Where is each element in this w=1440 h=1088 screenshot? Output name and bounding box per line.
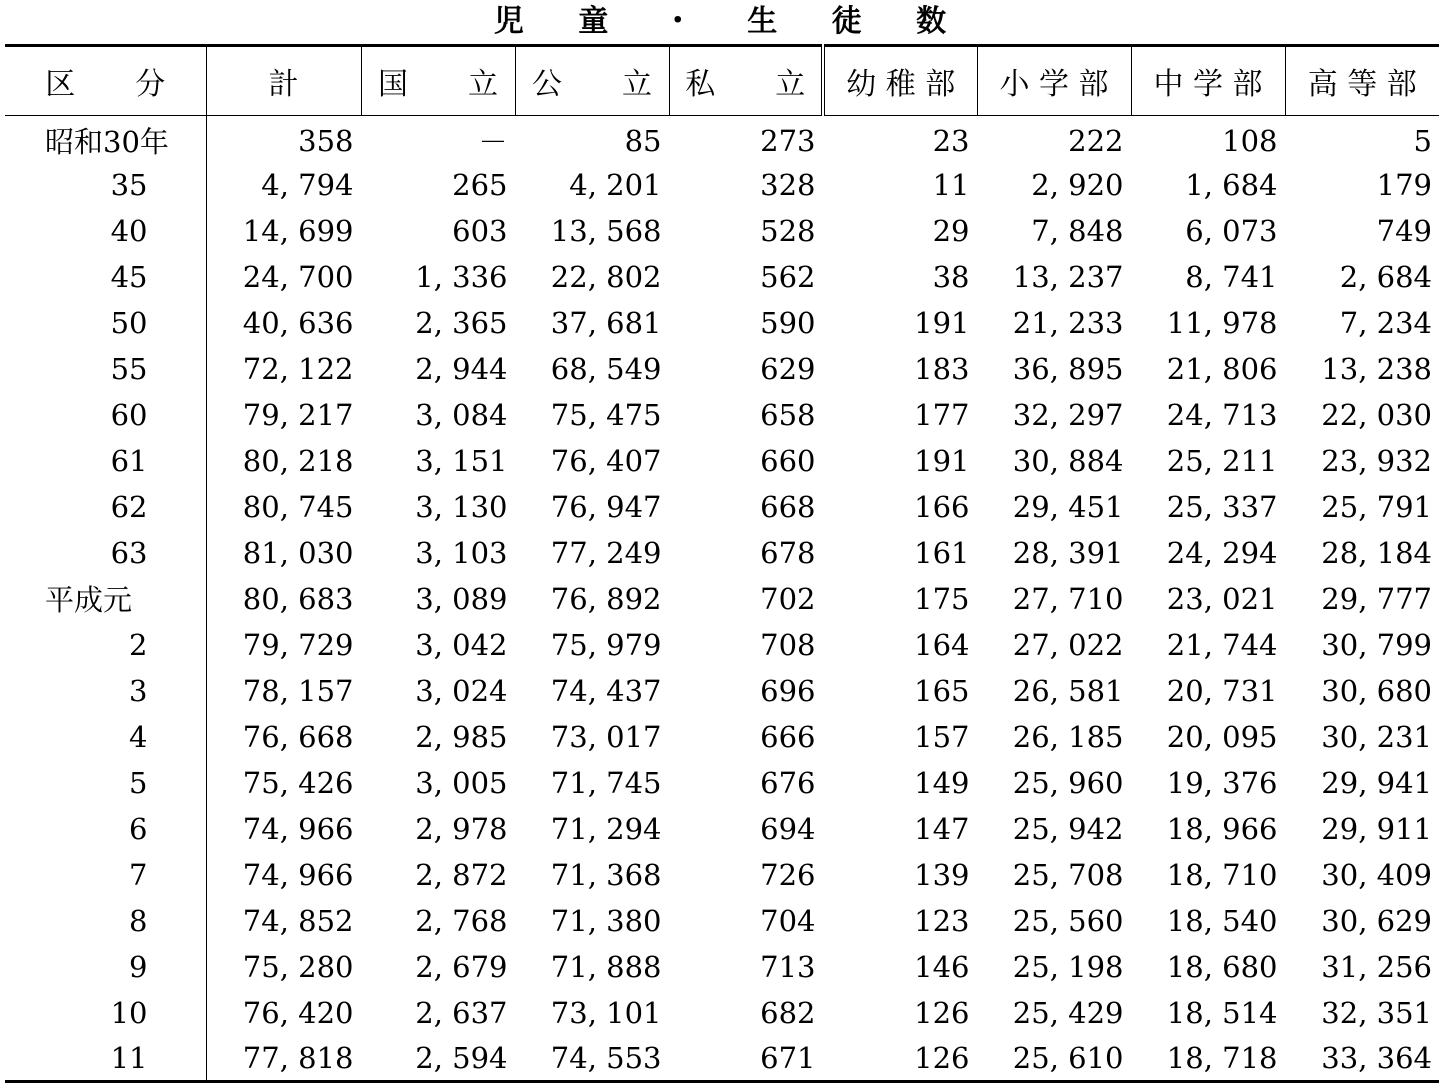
cell-high-school: 13, 238 — [1321, 351, 1432, 386]
cell-private: 671 — [669, 1036, 823, 1082]
cell-high-school: 33, 364 — [1285, 1036, 1439, 1082]
cell-elementary: 25, 708 — [1012, 857, 1124, 892]
cell-national: － — [478, 125, 508, 160]
cell-junior-high: 21, 744 — [1166, 627, 1278, 662]
cell-public: 73, 017 — [550, 719, 662, 754]
cell-total: 4, 794 — [261, 167, 354, 202]
cell-public: 71, 888 — [550, 949, 662, 984]
row-label: 平成元 — [5, 576, 206, 622]
cell-elementary: 27, 710 — [1012, 581, 1124, 616]
row-label: 45 — [5, 254, 206, 300]
cell-private: 590 — [760, 305, 816, 340]
cell-kindergarten: 126 — [823, 1036, 977, 1082]
table-row — [5, 1036, 1439, 1082]
cell-private: 328 — [760, 167, 816, 202]
cell-public: 85 — [624, 123, 662, 158]
cell-kindergarten: 191 — [914, 443, 970, 478]
cell-national: 3, 005 — [415, 765, 508, 800]
table-row — [5, 714, 1439, 760]
cell-total: 358 — [298, 123, 354, 158]
cell-kindergarten: 183 — [914, 351, 970, 386]
cell-kindergarten: 165 — [914, 673, 970, 708]
table-row — [5, 898, 1439, 944]
cell-national: 2, 985 — [415, 719, 508, 754]
cell-kindergarten: 29 — [932, 213, 970, 248]
cell-public: 75, 475 — [550, 397, 662, 432]
cell-total: 78, 157 — [242, 673, 354, 708]
header-junior-high: 中 学 部 — [1131, 46, 1285, 116]
cell-high-school: 179 — [1376, 167, 1432, 202]
cell-national: 3, 130 — [415, 489, 508, 524]
row-label: 3 — [5, 668, 206, 714]
cell-private: 708 — [760, 627, 816, 662]
row-label: 4 — [5, 714, 206, 760]
cell-national: 2, 594 — [361, 1036, 515, 1082]
row-label: 62 — [5, 484, 206, 530]
cell-junior-high: 21, 806 — [1166, 351, 1278, 386]
row-label: 5 — [5, 760, 206, 806]
cell-elementary: 32, 297 — [1012, 397, 1124, 432]
cell-junior-high: 18, 514 — [1166, 995, 1278, 1030]
cell-elementary: 26, 185 — [1012, 719, 1124, 754]
header-kindergarten: 幼 稚 部 — [823, 46, 977, 116]
table-row — [5, 852, 1439, 898]
cell-private: 694 — [760, 811, 816, 846]
table-row — [5, 530, 1439, 576]
cell-high-school: 28, 184 — [1321, 535, 1432, 570]
table-row — [5, 254, 1439, 300]
cell-high-school: 30, 799 — [1321, 627, 1432, 662]
cell-junior-high: 24, 713 — [1166, 397, 1278, 432]
cell-national: 1, 336 — [415, 259, 508, 294]
cell-total: 74, 966 — [242, 811, 354, 846]
cell-public: 76, 407 — [550, 443, 662, 478]
cell-elementary: 26, 581 — [1012, 673, 1124, 708]
cell-junior-high: 11, 978 — [1166, 305, 1278, 340]
cell-public: 71, 368 — [550, 857, 662, 892]
row-label: 50 — [5, 300, 206, 346]
cell-public: 74, 553 — [515, 1036, 669, 1082]
cell-national: 3, 024 — [415, 673, 508, 708]
cell-elementary: 25, 942 — [1012, 811, 1124, 846]
cell-elementary: 25, 429 — [1012, 995, 1124, 1030]
cell-kindergarten: 38 — [932, 259, 970, 294]
table-row — [5, 944, 1439, 990]
cell-high-school: 29, 941 — [1321, 765, 1432, 800]
row-label: 60 — [5, 392, 206, 438]
cell-junior-high: 18, 718 — [1131, 1036, 1285, 1082]
row-label: 6 — [5, 806, 206, 852]
cell-total: 74, 966 — [242, 857, 354, 892]
cell-private: 682 — [760, 995, 816, 1030]
row-label: 8 — [5, 898, 206, 944]
cell-private: 528 — [760, 213, 816, 248]
cell-kindergarten: 149 — [914, 765, 970, 800]
header-public: 公 立 — [515, 46, 669, 116]
cell-total: 76, 420 — [242, 995, 354, 1030]
cell-junior-high: 108 — [1222, 123, 1278, 158]
cell-private: 562 — [760, 259, 816, 294]
table-row — [5, 990, 1439, 1036]
cell-private: 668 — [760, 489, 816, 524]
row-label: 9 — [5, 944, 206, 990]
cell-high-school: 749 — [1376, 213, 1432, 248]
cell-private: 702 — [760, 581, 816, 616]
cell-kindergarten: 23 — [932, 123, 970, 158]
row-label: 昭和30年 — [5, 116, 206, 162]
cell-public: 77, 249 — [550, 535, 662, 570]
cell-junior-high: 18, 710 — [1166, 857, 1278, 892]
cell-national: 3, 151 — [415, 443, 508, 478]
table-title: 児 童 ・ 生 徒 数 — [493, 4, 969, 39]
cell-national: 2, 944 — [415, 351, 508, 386]
cell-kindergarten: 123 — [914, 903, 970, 938]
row-label: 61 — [5, 438, 206, 484]
table-body — [5, 116, 1439, 1082]
cell-private: 696 — [760, 673, 816, 708]
cell-private: 676 — [760, 765, 816, 800]
cell-private: 666 — [760, 719, 816, 754]
cell-kindergarten: 164 — [914, 627, 970, 662]
cell-junior-high: 25, 337 — [1166, 489, 1278, 524]
cell-high-school: 30, 231 — [1321, 719, 1432, 754]
header-private: 私 立 — [669, 46, 823, 116]
table-row — [5, 162, 1439, 208]
cell-total: 77, 818 — [206, 1036, 361, 1082]
header-elementary: 小 学 部 — [977, 46, 1131, 116]
cell-national: 2, 679 — [415, 949, 508, 984]
cell-junior-high: 20, 095 — [1166, 719, 1278, 754]
cell-public: 22, 802 — [550, 259, 662, 294]
cell-kindergarten: 146 — [914, 949, 970, 984]
cell-junior-high: 24, 294 — [1166, 535, 1278, 570]
cell-total: 80, 218 — [242, 443, 354, 478]
cell-high-school: 7, 234 — [1339, 305, 1432, 340]
cell-elementary: 25, 198 — [1012, 949, 1124, 984]
cell-elementary: 25, 560 — [1012, 903, 1124, 938]
cell-kindergarten: 191 — [914, 305, 970, 340]
cell-junior-high: 8, 741 — [1185, 259, 1278, 294]
cell-public: 71, 380 — [550, 903, 662, 938]
student-count-table — [5, 44, 1439, 1083]
cell-junior-high: 20, 731 — [1166, 673, 1278, 708]
table-row — [5, 438, 1439, 484]
cell-total: 79, 729 — [242, 627, 354, 662]
cell-total: 74, 852 — [242, 903, 354, 938]
cell-high-school: 5 — [1413, 123, 1432, 158]
cell-high-school: 30, 409 — [1321, 857, 1432, 892]
cell-junior-high: 18, 540 — [1166, 903, 1278, 938]
cell-high-school: 32, 351 — [1321, 995, 1432, 1030]
cell-total: 40, 636 — [242, 305, 354, 340]
cell-high-school: 31, 256 — [1321, 949, 1432, 984]
table-row — [5, 116, 1439, 162]
cell-national: 2, 872 — [415, 857, 508, 892]
cell-elementary: 36, 895 — [1012, 351, 1124, 386]
cell-public: 4, 201 — [569, 167, 662, 202]
table-row — [5, 806, 1439, 852]
cell-total: 79, 217 — [242, 397, 354, 432]
cell-national: 3, 042 — [415, 627, 508, 662]
cell-high-school: 2, 684 — [1339, 259, 1432, 294]
cell-junior-high: 19, 376 — [1166, 765, 1278, 800]
cell-total: 81, 030 — [242, 535, 354, 570]
row-label: 7 — [5, 852, 206, 898]
row-label: 35 — [5, 162, 206, 208]
table-row — [5, 208, 1439, 254]
cell-elementary: 7, 848 — [1031, 213, 1124, 248]
cell-junior-high: 25, 211 — [1166, 443, 1278, 478]
cell-high-school: 29, 777 — [1321, 581, 1432, 616]
cell-public: 71, 294 — [550, 811, 662, 846]
cell-national: 2, 365 — [415, 305, 508, 340]
cell-high-school: 30, 629 — [1321, 903, 1432, 938]
cell-high-school: 25, 791 — [1321, 489, 1432, 524]
header-national: 国 立 — [361, 46, 515, 116]
cell-private: 726 — [760, 857, 816, 892]
cell-high-school: 22, 030 — [1321, 397, 1432, 432]
cell-national: 2, 637 — [415, 995, 508, 1030]
row-label: 10 — [5, 990, 206, 1036]
cell-private: 658 — [760, 397, 816, 432]
cell-elementary: 25, 960 — [1012, 765, 1124, 800]
table-row — [5, 668, 1439, 714]
cell-elementary: 21, 233 — [1012, 305, 1124, 340]
table-row — [5, 576, 1439, 622]
cell-public: 73, 101 — [550, 995, 662, 1030]
cell-national: 3, 084 — [415, 397, 508, 432]
cell-elementary: 222 — [1068, 123, 1124, 158]
cell-private: 660 — [760, 443, 816, 478]
cell-junior-high: 18, 680 — [1166, 949, 1278, 984]
cell-national: 265 — [452, 167, 508, 202]
row-label: 2 — [5, 622, 206, 668]
cell-total: 80, 745 — [242, 489, 354, 524]
cell-elementary: 28, 391 — [1012, 535, 1124, 570]
cell-total: 75, 426 — [242, 765, 354, 800]
header-row — [5, 46, 1439, 116]
cell-private: 273 — [760, 123, 816, 158]
cell-kindergarten: 177 — [914, 397, 970, 432]
table-row — [5, 392, 1439, 438]
cell-public: 74, 437 — [550, 673, 662, 708]
row-label: 63 — [5, 530, 206, 576]
cell-kindergarten: 161 — [914, 535, 970, 570]
cell-public: 76, 892 — [550, 581, 662, 616]
cell-elementary: 25, 610 — [977, 1036, 1131, 1082]
cell-total: 72, 122 — [242, 351, 354, 386]
cell-elementary: 29, 451 — [1012, 489, 1124, 524]
cell-kindergarten: 166 — [914, 489, 970, 524]
cell-elementary: 30, 884 — [1012, 443, 1124, 478]
cell-elementary: 13, 237 — [1012, 259, 1124, 294]
cell-high-school: 30, 680 — [1321, 673, 1432, 708]
cell-high-school: 23, 932 — [1321, 443, 1432, 478]
cell-total: 24, 700 — [242, 259, 354, 294]
cell-kindergarten: 157 — [914, 719, 970, 754]
cell-private: 713 — [760, 949, 816, 984]
cell-private: 704 — [760, 903, 816, 938]
cell-public: 37, 681 — [550, 305, 662, 340]
cell-elementary: 27, 022 — [1012, 627, 1124, 662]
cell-total: 80, 683 — [242, 581, 354, 616]
table-row — [5, 346, 1439, 392]
cell-junior-high: 23, 021 — [1166, 581, 1278, 616]
table-row — [5, 622, 1439, 668]
header-total: 計 — [206, 46, 361, 116]
cell-junior-high: 18, 966 — [1166, 811, 1278, 846]
cell-public: 71, 745 — [550, 765, 662, 800]
cell-kindergarten: 126 — [914, 995, 970, 1030]
cell-national: 603 — [452, 213, 508, 248]
cell-public: 68, 549 — [550, 351, 662, 386]
cell-private: 678 — [760, 535, 816, 570]
header-high-school: 高 等 部 — [1285, 46, 1439, 116]
cell-total: 14, 699 — [242, 213, 354, 248]
cell-junior-high: 6, 073 — [1185, 213, 1278, 248]
cell-national: 3, 103 — [415, 535, 508, 570]
table-row — [5, 760, 1439, 806]
cell-private: 629 — [760, 351, 816, 386]
row-label: 11 — [5, 1036, 206, 1082]
row-label: 55 — [5, 346, 206, 392]
header-category: 区 分 — [5, 46, 206, 116]
cell-kindergarten: 175 — [914, 581, 970, 616]
cell-national: 2, 768 — [415, 903, 508, 938]
table-row — [5, 484, 1439, 530]
table-row — [5, 300, 1439, 346]
cell-kindergarten: 11 — [932, 167, 970, 202]
cell-total: 75, 280 — [242, 949, 354, 984]
cell-junior-high: 1, 684 — [1185, 167, 1278, 202]
cell-elementary: 2, 920 — [1031, 167, 1124, 202]
cell-kindergarten: 139 — [914, 857, 970, 892]
row-label: 40 — [5, 208, 206, 254]
cell-public: 13, 568 — [550, 213, 662, 248]
cell-total: 76, 668 — [242, 719, 354, 754]
cell-public: 75, 979 — [550, 627, 662, 662]
cell-national: 3, 089 — [415, 581, 508, 616]
cell-public: 76, 947 — [550, 489, 662, 524]
cell-national: 2, 978 — [415, 811, 508, 846]
cell-kindergarten: 147 — [914, 811, 970, 846]
cell-high-school: 29, 911 — [1321, 811, 1432, 846]
